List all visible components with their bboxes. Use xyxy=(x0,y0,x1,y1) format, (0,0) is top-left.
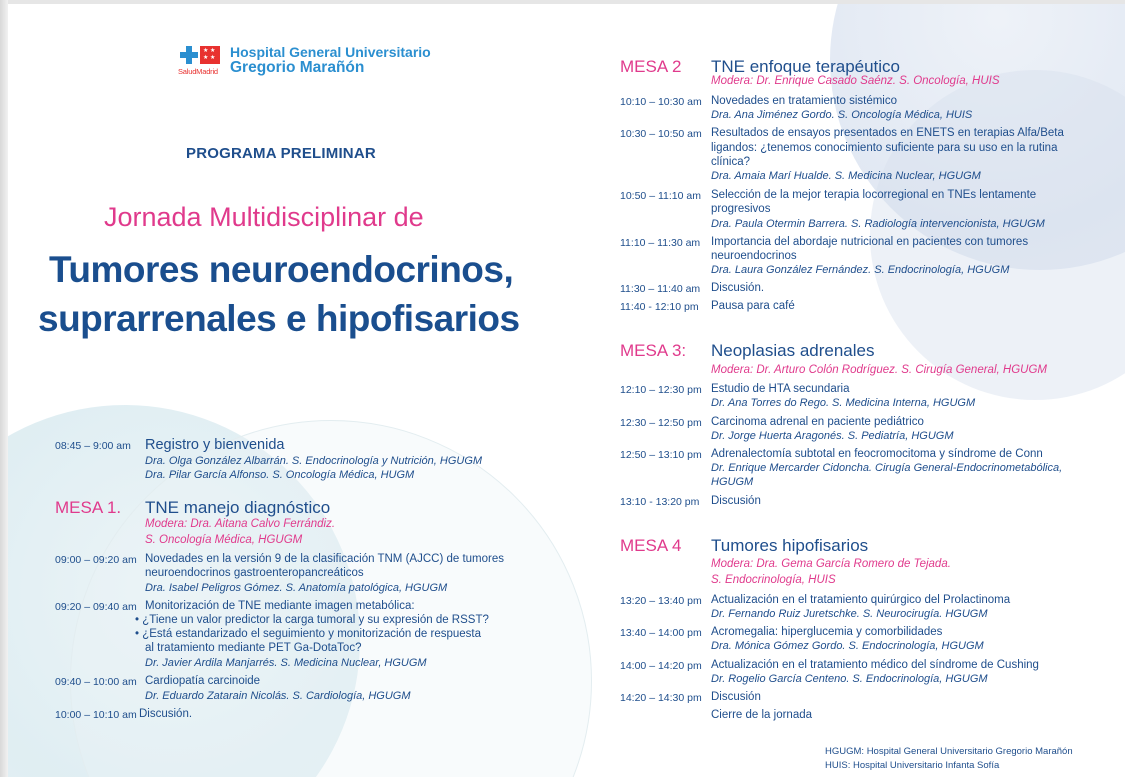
talk-title: Actualización en el tratamiento quirúrgico del Prolactinoma xyxy=(711,594,1011,606)
speaker: Dr. Jorge Huerta Aragonés. S. Pediatría, HGUGM xyxy=(711,430,954,442)
speaker: Dra. Ana Jiménez Gordo. S. Oncología Médica, HUIS xyxy=(711,109,973,121)
moderator: S. Oncología Médica, HGUGM xyxy=(145,534,303,546)
moderator: Modera: Dr. Arturo Colón Rodríguez. S. Cirugía General, HGUGM xyxy=(711,364,1047,376)
speaker: Dr. Rogelio García Centeno. S. Endocrinología, HGUGM xyxy=(711,673,988,685)
talk-title: • ¿Está estandarizado el seguimiento y monitorización de respuesta xyxy=(135,628,482,640)
mesa-title: Tumores hipofisarios xyxy=(711,536,869,555)
moderator: Modera: Dra. Gema García Romero de Tejada. xyxy=(711,558,951,570)
talk-title: progresivos xyxy=(711,203,771,215)
talk-title: Estudio de HTA secundaria xyxy=(711,383,850,395)
session-time: 12:50 – 13:10 pm xyxy=(620,449,702,461)
session-time: 11:40 - 12:10 pm xyxy=(620,301,699,313)
talk-title: Monitorización de TNE mediante imagen metabólica: xyxy=(145,600,415,612)
talk-title: Acromegalia: hiperglucemia y comorbilidades xyxy=(711,626,943,638)
session-time: 10:10 – 10:30 am xyxy=(620,96,702,108)
hospital-logo xyxy=(178,44,431,80)
hospital-logo-icon: ★ ★ ★ ★ SaludMadrid xyxy=(178,44,224,78)
talk-title: Cardiopatía carcinoide xyxy=(145,675,261,687)
session-time: 14:00 – 14:20 pm xyxy=(620,660,702,672)
talk-title: Pausa para café xyxy=(711,300,795,312)
jornada-heading: Jornada Multidisciplinar de xyxy=(104,202,424,232)
talk-title: neuroendocrinos gastroenteropancreáticos xyxy=(145,567,364,579)
session-title: Registro y bienvenida xyxy=(145,437,285,453)
mesa-title: Neoplasias adrenales xyxy=(711,341,875,360)
closing: Cierre de la jornada xyxy=(711,709,813,721)
session-time: 10:00 – 10:10 am xyxy=(55,709,137,721)
talk-title: al tratamiento mediante PET Ga-DotaToc? xyxy=(145,642,362,654)
talk-title: Discusión xyxy=(711,495,761,507)
session-time: 13:20 – 13:40 pm xyxy=(620,595,702,607)
session-time: 10:30 – 10:50 am xyxy=(620,128,702,140)
mesa-label: MESA 1. xyxy=(55,498,122,517)
mesa-label: MESA 2 xyxy=(620,57,682,76)
moderator: S. Endocrinología, HUIS xyxy=(711,574,836,586)
speaker: Dra. Pilar García Alfonso. S. Oncología Médica, HUGM xyxy=(145,469,415,481)
session-time: 12:10 – 12:30 pm xyxy=(620,384,702,396)
session-time: 14:20 – 14:30 pm xyxy=(620,692,702,704)
mesa-title: TNE enfoque terapéutico xyxy=(711,57,901,76)
logo-sub: SaludMadrid xyxy=(178,67,218,76)
talk-title: Adrenalectomía subtotal en feocromocitoma y síndrome de Conn xyxy=(711,448,1043,460)
session-time: 11:30 – 11:40 am xyxy=(620,283,701,295)
page-edge xyxy=(0,0,8,777)
page-edge xyxy=(0,0,1125,4)
session-time: 08:45 – 9:00 am xyxy=(55,440,131,452)
talk-title: • ¿Tiene un valor predictor la carga tumoral y su expresión de RSST? xyxy=(135,614,489,626)
talk-title: Actualización en el tratamiento médico del síndrome de Cushing xyxy=(711,659,1039,671)
session-time: 13:10 - 13:20 pm xyxy=(620,496,700,508)
talk-title: neuroendocrinos xyxy=(711,250,797,262)
programa-heading: PROGRAMA PRELIMINAR xyxy=(186,145,376,162)
speaker: Dr. Fernando Ruiz Juretschke. S. Neurocirugía. HGUGM xyxy=(711,608,988,620)
session-time: 09:20 – 09:40 am xyxy=(55,601,137,613)
session-time: 09:40 – 10:00 am xyxy=(55,676,137,688)
speaker: Dra. Olga González Albarrán. S. Endocrinología y Nutrición, HGUGM xyxy=(145,455,483,467)
speaker: Dr. Javier Ardila Manjarrés. S. Medicina Nuclear, HGUGM xyxy=(145,657,427,669)
speaker: Dr. Ana Torres do Rego. S. Medicina Interna, HGUGM xyxy=(711,397,976,409)
moderator: Modera: Dr. Enrique Casado Saénz. S. Oncología, HUIS xyxy=(711,75,1000,87)
speaker: Dra. Laura González Fernández. S. Endocrinología, HGUGM xyxy=(711,264,1010,276)
logo-line1: Hospital General Universitario xyxy=(230,44,431,60)
mesa-label: MESA 4 xyxy=(620,536,682,555)
moderator: Modera: Dra. Aitana Calvo Ferrándiz. xyxy=(145,518,336,530)
event-title-line2: suprarrenales e hipofisarios xyxy=(38,298,520,339)
talk-title: Carcinoma adrenal en paciente pediátrico xyxy=(711,416,924,428)
event-title-line1: Tumores neuroendocrinos, xyxy=(49,249,514,290)
talk-title: Resultados de ensayos presentados en ENETS en terapias Alfa/Beta xyxy=(711,127,1064,139)
speaker: Dr. Enrique Mercarder Cidoncha. Cirugía General-Endocrinometabólica, xyxy=(711,462,1063,474)
speaker: Dr. Eduardo Zatarain Nicolás. S. Cardiología, HGUGM xyxy=(145,690,411,702)
talk-title: Discusión. xyxy=(139,708,193,720)
logo-line2: Gregorio Marañón xyxy=(230,59,365,76)
mesa-title: TNE manejo diagnóstico xyxy=(145,498,331,517)
speaker: Dra. Paula Otermin Barrera. S. Radiología intervencionista, HGUGM xyxy=(711,218,1045,230)
session-time: 12:30 – 12:50 pm xyxy=(620,417,702,429)
talk-title: Importancia del abordaje nutricional en pacientes con tumores xyxy=(711,236,1029,248)
talk-title: Discusión xyxy=(711,691,761,703)
talk-title: Novedades en tratamiento sistémico xyxy=(711,95,898,107)
session-time: 11:10 – 11:30 am xyxy=(620,237,701,249)
talk-title: clínica? xyxy=(711,156,750,168)
speaker: Dra. Isabel Peligros Gómez. S. Anatomía patológica, HGUGM xyxy=(145,582,448,594)
talk-title: Selección de la mejor terapia locorregional en TNEs lentamente xyxy=(711,189,1037,201)
footnote: HGUGM: Hospital General Universitario Gregorio Marañón xyxy=(825,746,1073,757)
session-time: 10:50 – 11:10 am xyxy=(620,190,701,202)
speaker: Dra. Amaia Marí Hualde. S. Medicina Nuclear, HGUGM xyxy=(711,170,981,182)
talk-title: Discusión. xyxy=(711,282,765,294)
session-time: 09:00 – 09:20 am xyxy=(55,554,137,566)
mesa-label: MESA 3: xyxy=(620,341,687,360)
speaker: Dra. Mónica Gómez Gordo. S. Endocrinología, HGUGM xyxy=(711,640,984,652)
footnote: HUIS: Hospital Universitario Infanta Sofía xyxy=(825,760,1000,771)
talk-title: ligandos: ¿tenemos conocimiento suficiente para su uso en la rutina xyxy=(711,142,1058,154)
talk-title: Novedades en la versión 9 de la clasificación TNM (AJCC) de tumores xyxy=(145,553,504,565)
speaker: HGUGM xyxy=(711,476,754,488)
session-time: 13:40 – 14:00 pm xyxy=(620,627,702,639)
